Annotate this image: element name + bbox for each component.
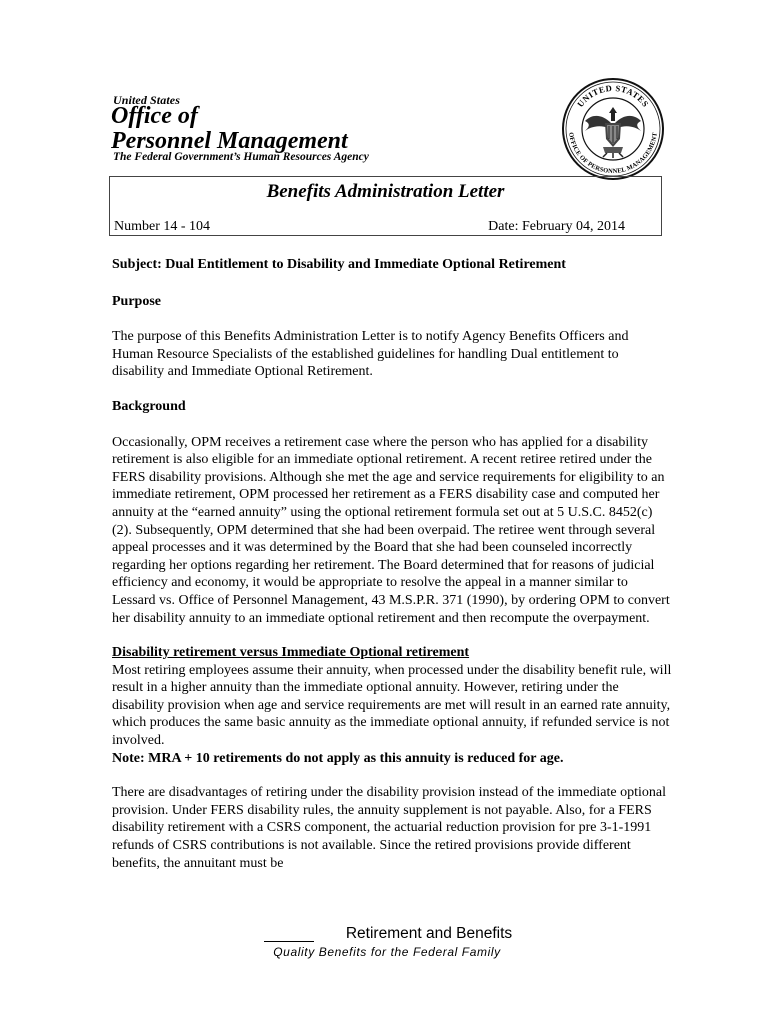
agency-name: [111, 104, 348, 154]
letter-body: [112, 256, 672, 872]
disadvantages-paragraph: There are disadvantages of retiring under the disability provision instead of the immediate optional provision. Under FERS disability rules, the annuity supplement is not payable. Also, for a FERS disability retirement with a CSRS component, the actuarial reduction provision for pre 3-1-1991 refunds of CSRS contributions is not available. Since the retired provisions provide different benefits, the annuitant must be: [112, 785, 667, 871]
footer-tagline: Quality Benefits for the Federal Family: [273, 945, 501, 959]
agency-name-line1: Office of: [111, 103, 198, 129]
agency-name-line2: Personnel Management: [111, 128, 348, 154]
seal-top-text: UNITED STATES: [575, 82, 651, 110]
background-heading: Background: [112, 398, 186, 414]
eagle-emblem-icon: [585, 107, 641, 158]
purpose-paragraph: The purpose of this Benefits Administration Letter is to notify Agency Benefits Officers and Human Resource Specialists of the established guidelines for handling Dual entitlement to disability and Immediate Optional Retirement.: [112, 329, 629, 380]
purpose-heading: Purpose: [112, 293, 161, 309]
letter-date: Date: February 04, 2014: [488, 219, 625, 234]
letter-number: Number 14 - 104: [114, 219, 211, 234]
agency-country: United States: [113, 93, 180, 107]
letter-title-box: [109, 176, 662, 236]
background-paragraph: Occasionally, OPM receives a retirement case where the person who has applied for a disability retirement is also eligible for an immediate optional retirement. A recent retiree retired under the FERS disability provisions. Although she met the age and service requirements for eligibility to an immediate retirement, OPM processed her retirement as a FERS disability case and computed her annuity at the “earned annuity” using the optional retirement formula set out at 5 U.S.C. 8452(c)(2). Subsequently, OPM determined that she had been overpaid. The retiree went through several appeal processes and it was determined by the Board that she had been counseled incorrectly regarding her options regarding her retirement. The Board determined that for reasons of judicial efficiency and economy, it would be appropriate to resolve the appeal in a manner similar to Lessard vs. Office of Personnel Management, 43 M.S.P.R. 371 (1990), by ordering OPM to convert her disability annuity to an immediate optional retirement and then recompute the overpayment.: [112, 434, 670, 626]
footer-title: Retirement and Benefits: [345, 925, 513, 942]
opm-seal-icon: [559, 77, 667, 181]
letter-title: Benefits Administration Letter: [266, 181, 505, 202]
seal-bottom-text: OFFICE OF PERSONNEL MANAGEMENT: [567, 131, 659, 176]
note-line: Note: MRA + 10 retirements do not apply as this annuity is reduced for age.: [112, 750, 564, 766]
section-paragraph: Most retiring employees assume their annuity, when processed under the disability benefit rule, will result in a higher annuity than the immediate optional annuity. However, retiring under the disability provision when age and service requirements are met will result in an earned rate annuity, which produces the same basic annuity as the immediate optional annuity, if refunded service is not involved.: [112, 662, 672, 749]
section-heading: Disability retirement versus Immediate Optional retirement: [112, 645, 470, 661]
agency-tagline: The Federal Government’s Human Resources Agency: [113, 151, 369, 163]
subject-line: Subject: Dual Entitlement to Disability and Immediate Optional Retirement: [112, 257, 566, 272]
